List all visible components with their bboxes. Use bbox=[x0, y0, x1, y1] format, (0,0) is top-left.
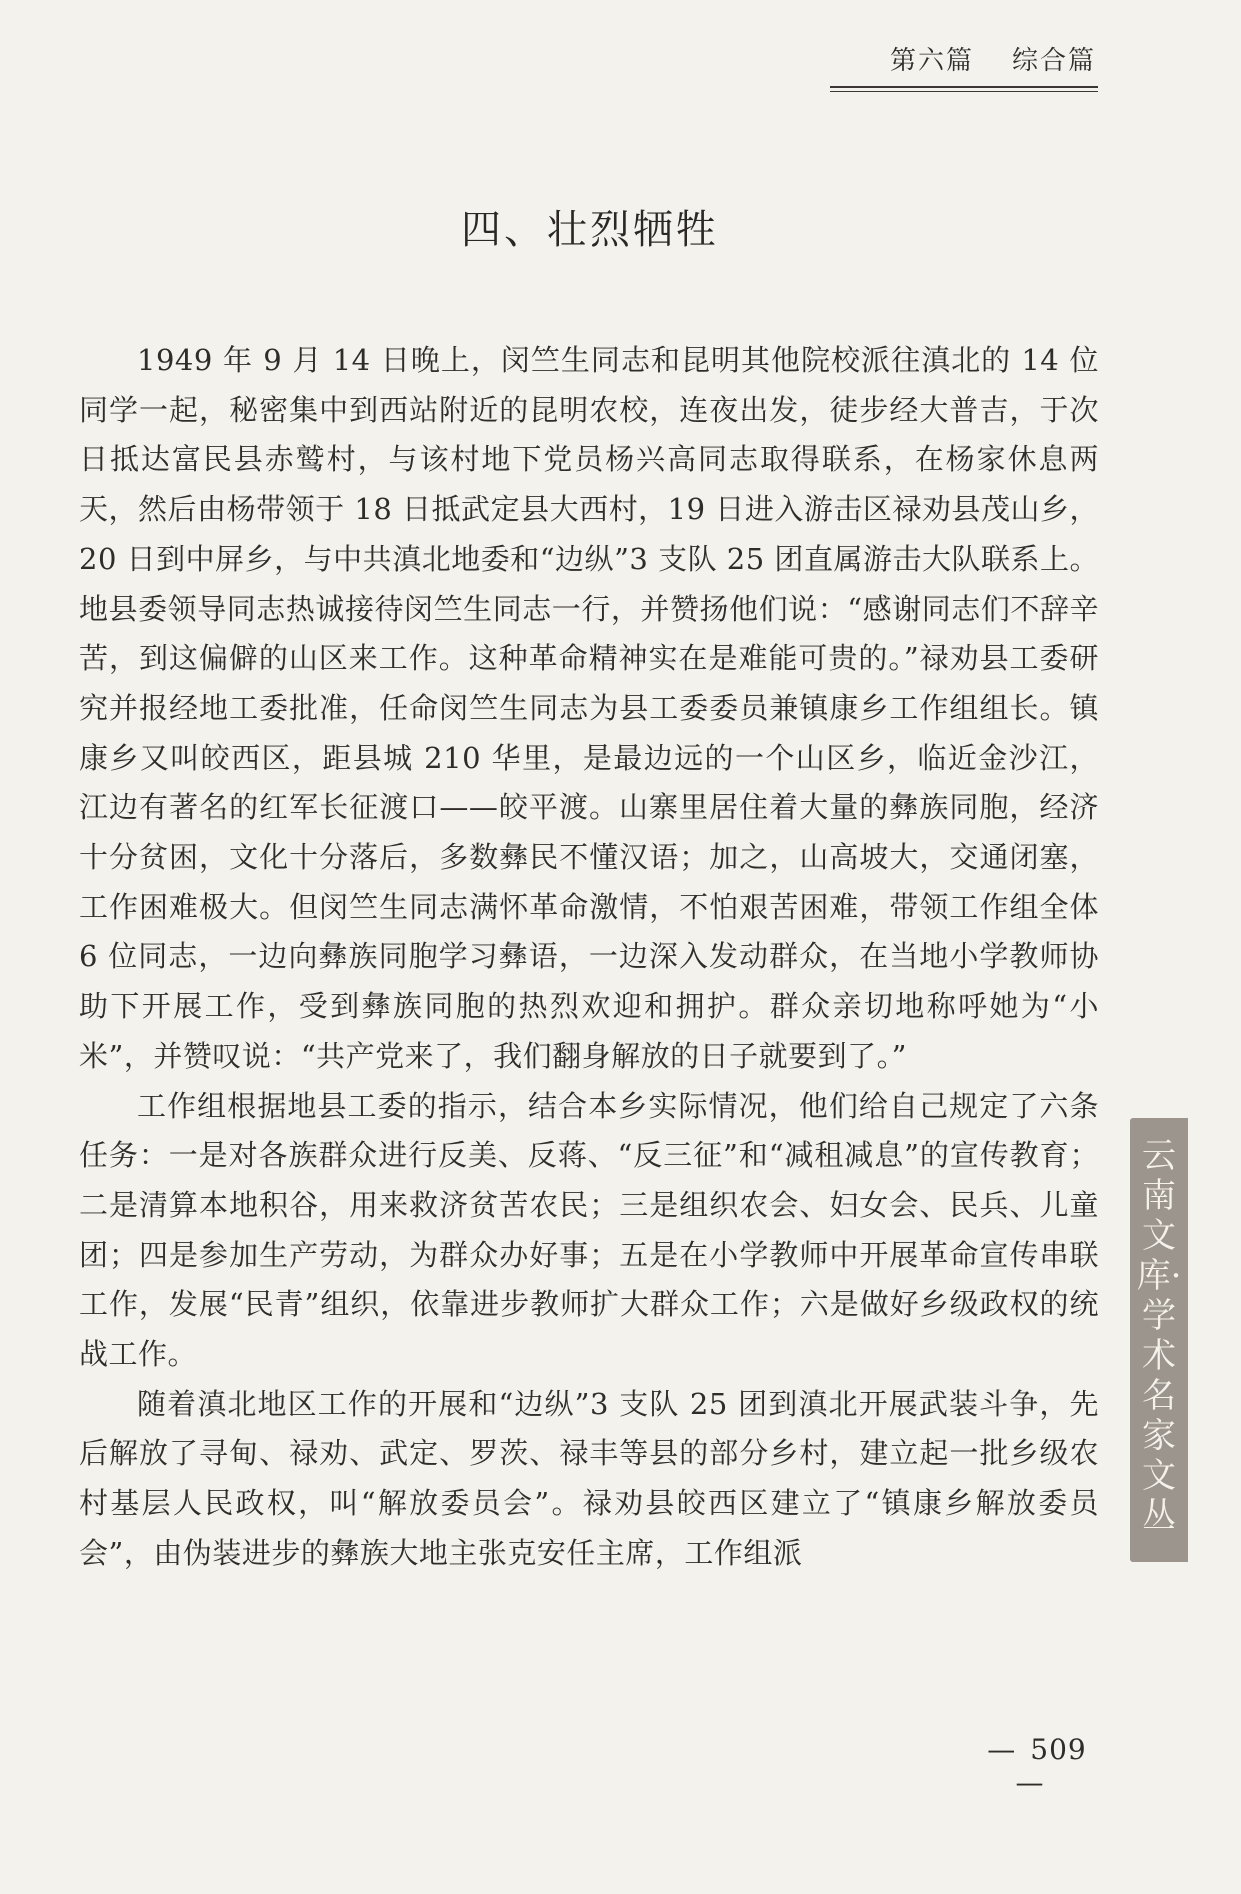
page-number-footer bbox=[950, 1733, 1110, 1799]
header-rule-thin bbox=[830, 91, 1098, 92]
header-section: 综合篇 bbox=[1011, 46, 1096, 76]
series-name: 云南文库·学术名家文丛 bbox=[1136, 1136, 1182, 1536]
body-text bbox=[79, 336, 1099, 1579]
paragraph-2: 工作组根据地县工委的指示，结合本乡实际情况，他们给自己规定了六条任务：一是对各族群众进行反美、反蒋、“反三征”和“减租减息”的宣传教育；二是清算本地积谷，用来救济贫苦农民；三是组织农会、妇女会、民兵、儿童团；四是参加生产劳动，为群众办好事；五是在小学教师中开展革命宣传串联工作，发展“民青”组织，依靠进步教师扩大群众工作；六是做好乡级政权的统战工作。 bbox=[79, 1088, 1099, 1372]
header-part: 第六篇 bbox=[889, 46, 974, 76]
series-side-tab bbox=[1130, 1118, 1188, 1562]
page-number-dash-left: — bbox=[987, 1733, 1017, 1766]
header-rule-thick bbox=[830, 86, 1098, 88]
page-number-dash-right: — bbox=[1015, 1766, 1045, 1799]
section-title: 四、壮烈牺牲 bbox=[461, 207, 719, 253]
page-number: 509 bbox=[1030, 1733, 1087, 1766]
paragraph-3: 随着滇北地区工作的开展和“边纵”3 支队 25 团到滇北开展武装斗争，先后解放了寻甸、禄劝、武定、罗茨、禄丰等县的部分乡村，建立起一批乡级农村基层人民政权，叫“解放委员会”。禄劝县皎西区建立了“镇康乡解放委员会”，由伪装进步的彝族大地主张克安任主席，工作组派 bbox=[79, 1386, 1099, 1570]
running-header bbox=[836, 40, 1096, 77]
paragraph-1: 1949 年 9 月 14 日晚上，闵竺生同志和昆明其他院校派往滇北的 14 位同学一起，秘密集中到西站附近的昆明农校，连夜出发，徒步经大普吉，于次日抵达富民县赤鹫村，与该村地下党员杨兴高同志取得联系，在杨家休息两天，然后由杨带领于 18 日抵武定县大西村，19 日进入游击区禄劝县茂山乡，20 日到中屏乡，与中共滇北地委和“边纵”3 支队 25 团直属游击大队联系上。地县委领导同志热诚接待闵竺生同志一行，并赞扬他们说：“感谢同志们不辞辛苦，到这偏僻的山区来工作。这种革命精神实在是难能可贵的。”禄劝县工委研究并报经地工委批准，任命闵竺生同志为县工委委员兼镇康乡工作组组长。镇康乡又叫皎西区，距县城 210 华里，是最边远的一个山区乡，临近金沙江，江边有著名的红军长征渡口——皎平渡。山寨里居住着大量的彝族同胞，经济十分贫困，文化十分落后，多数彝民不懂汉语；加之，山高坡大，交通闭塞，工作困难极大。但闵竺生同志满怀革命激情，不怕艰苦困难，带领工作组全体 6 位同志，一边向彝族同胞学习彝语，一边深入发动群众，在当地小学教师协助下开展工作，受到彝族同胞的热烈欢迎和拥护。群众亲切地称呼她为“小米”，并赞叹说：“共产党来了，我们翻身解放的日子就要到了。” bbox=[79, 343, 1099, 1073]
